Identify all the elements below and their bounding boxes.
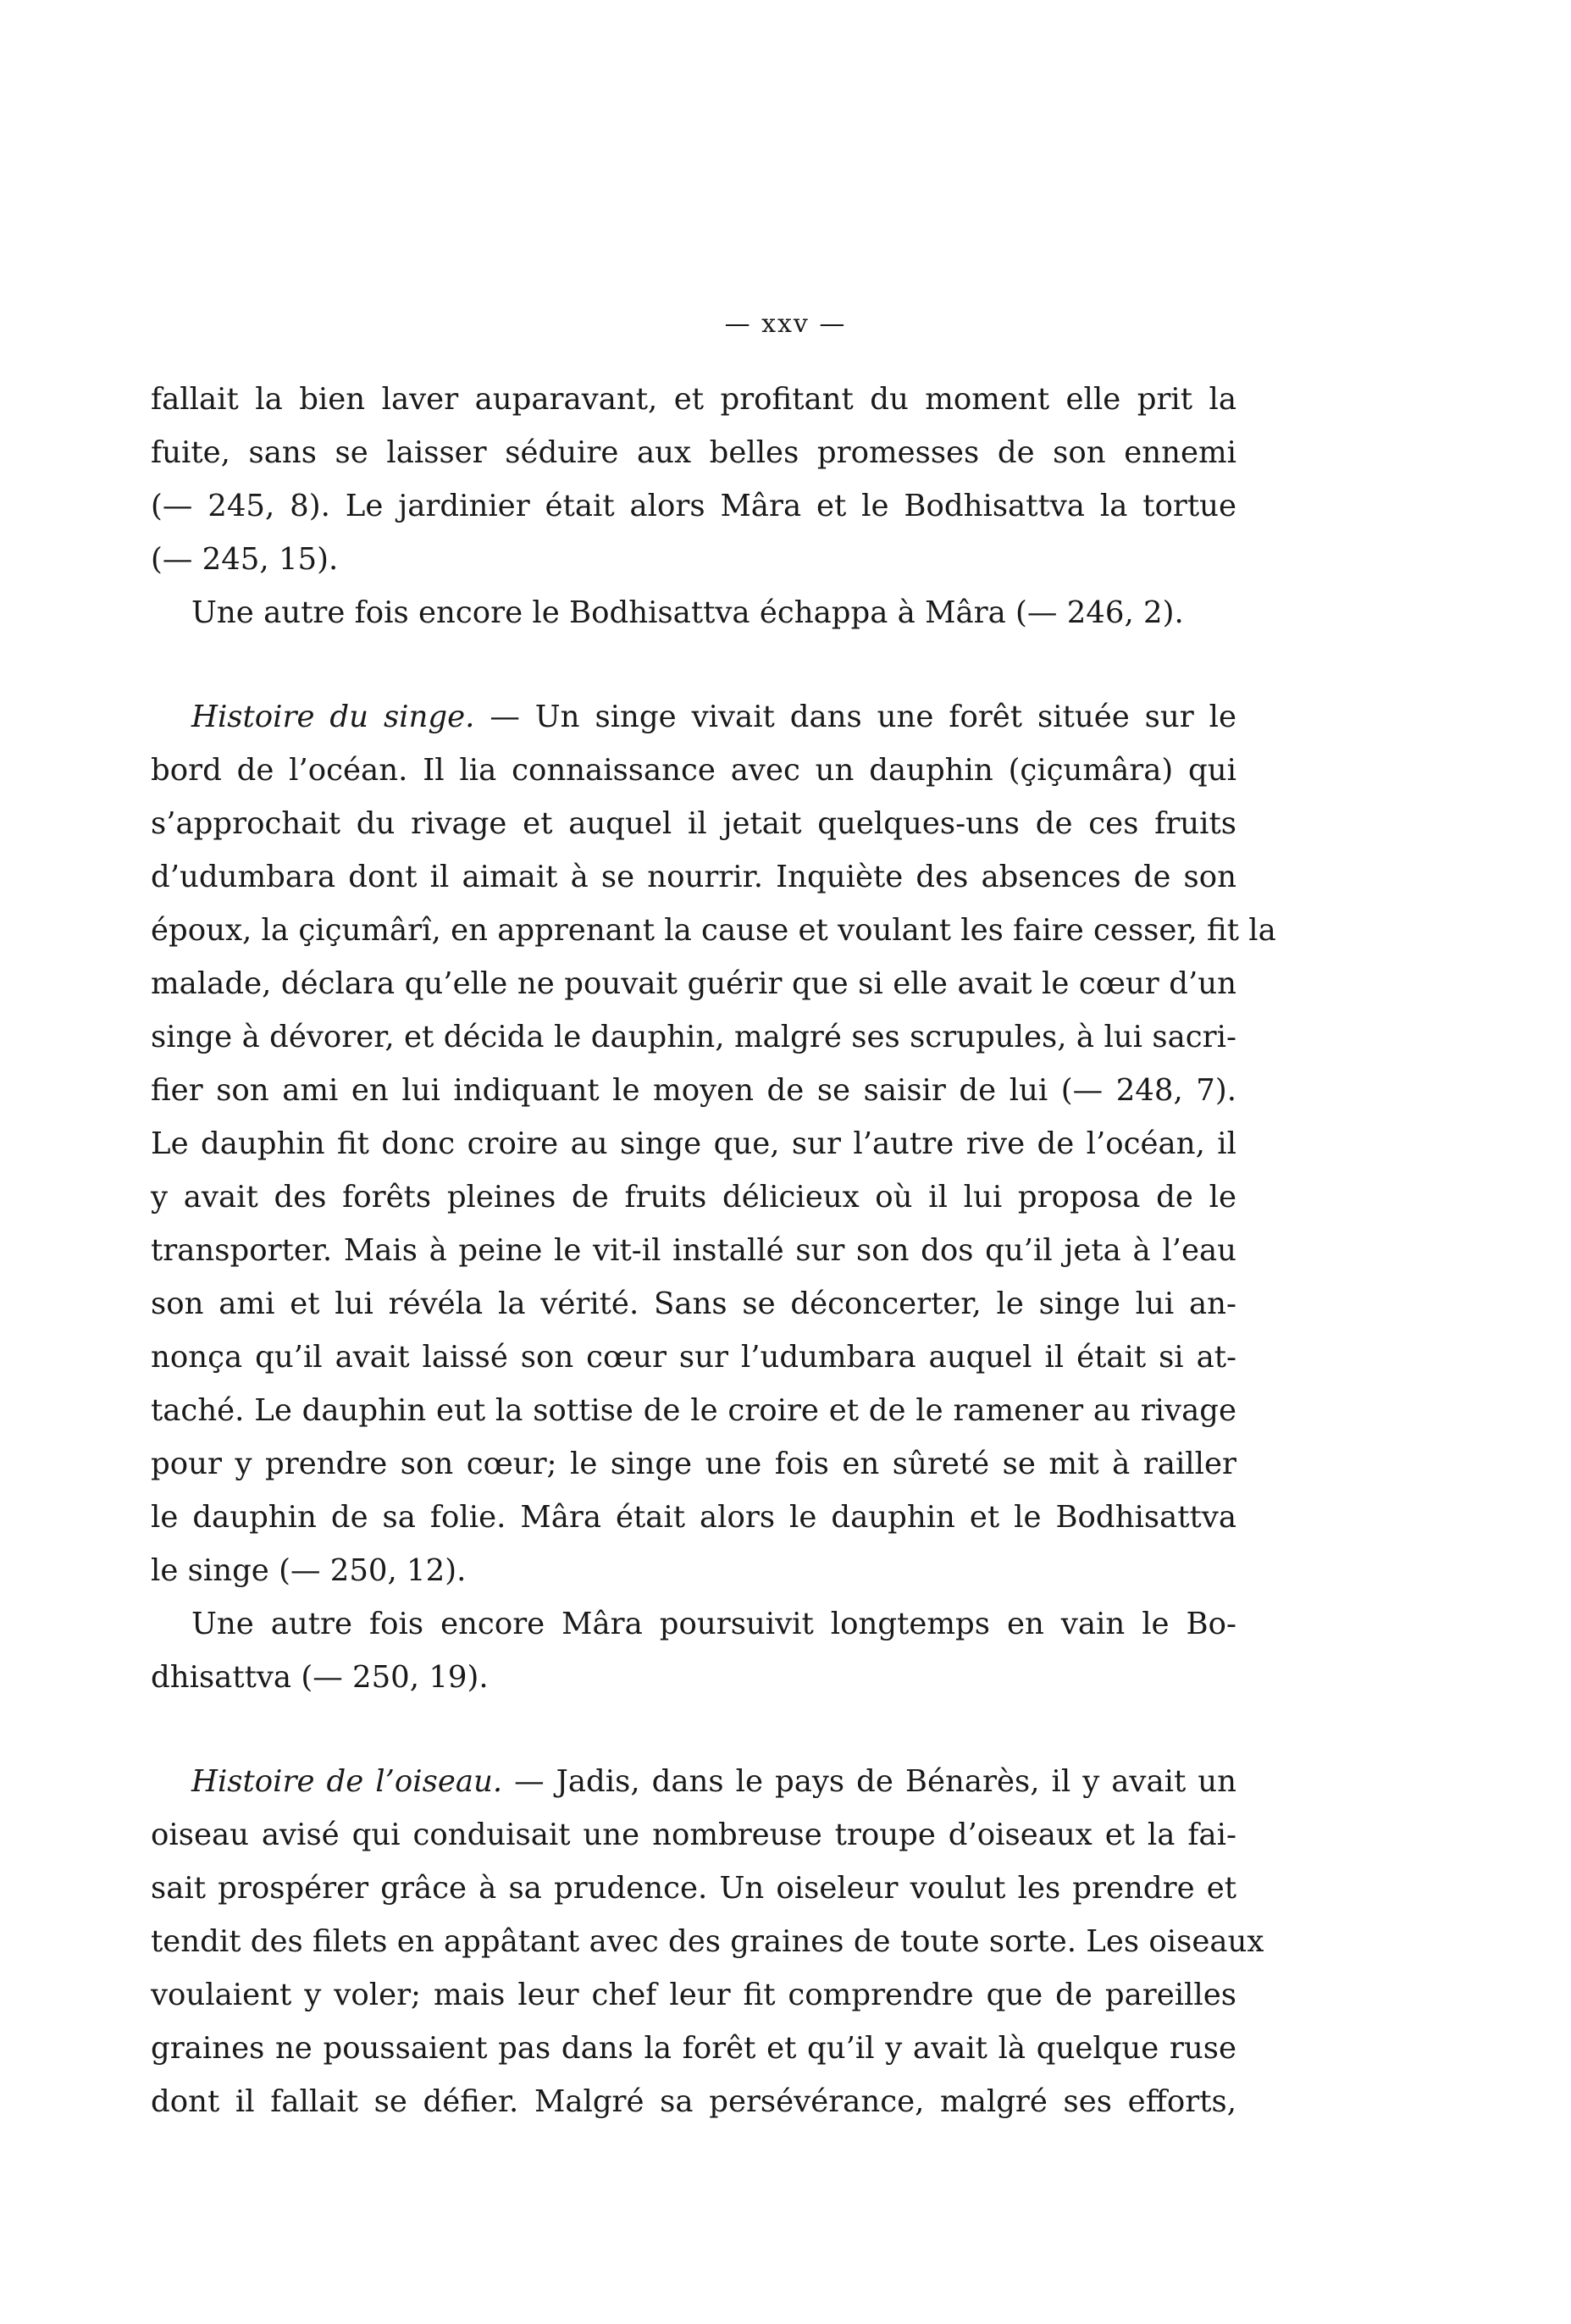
text-line: fuite, sans se laisser séduire aux belles promesses de son ennemi	[151, 435, 1236, 470]
text-line: s’approchait du rivage et auquel il jetait quelques-uns de ces fruits	[151, 806, 1236, 841]
text-line	[151, 690, 1236, 744]
text-line: fallait la bien laver auparavant, et profitant du moment elle prit la	[151, 382, 1236, 417]
section-heading: Histoire du singe.	[191, 700, 475, 734]
text-line: le singe (— 250, 12).	[151, 1553, 467, 1588]
text-line: transporter. Mais à peine le vit-il installé sur son dos qu’il jeta à l’eau	[151, 1233, 1236, 1268]
paragraph	[151, 586, 1236, 639]
text-line: singe à dévorer, et décida le dauphin, malgré ses scrupules, à lui sacri-	[151, 1020, 1236, 1054]
text-line: dont il fallait se défier. Malgré sa persévérance, malgré ses efforts,	[151, 2084, 1236, 2119]
text-line: (— 245, 15).	[151, 542, 339, 577]
text-line: pour y prendre son cœur; le singe une fois en sûreté se mit à railler	[151, 1447, 1236, 1481]
page-body	[151, 373, 1276, 2128]
text-line: dhisattva (— 250, 19).	[151, 1660, 489, 1695]
text-line	[151, 1755, 1236, 1808]
text-line-rest: — Jadis, dans le pays de Bénarès, il y avait un	[502, 1764, 1236, 1799]
paragraph	[151, 1597, 1236, 1704]
text-line: y avait des forêts pleines de fruits délicieux où il lui proposa de le	[151, 1180, 1236, 1215]
text-line: sait prospérer grâce à sa prudence. Un oiseleur voulut les prendre et	[151, 1871, 1236, 1906]
text-line: Une autre fois encore le Bodhisattva échappa à Mâra (— 246, 2).	[191, 595, 1184, 630]
text-line: tendit des filets en appâtant avec des graines de toute sorte. Les oiseaux	[151, 1924, 1264, 1959]
text-line: taché. Le dauphin eut la sottise de le croire et de le ramener au rivage	[151, 1393, 1236, 1428]
text-line: (— 245, 8). Le jardinier était alors Mâra et le Bodhisattva la tortue	[151, 489, 1236, 523]
section-histoire-du-singe	[151, 690, 1276, 1597]
text-line: bord de l’océan. Il lia connaissance avec un dauphin (çiçumâra) qui	[151, 753, 1236, 788]
text-line-rest: — Un singe vivait dans une forêt située sur le	[474, 700, 1236, 734]
section-histoire-de-l-oiseau	[151, 1755, 1264, 2128]
text-line: d’udumbara dont il aimait à se nourrir. Inquiète des absences de son	[151, 860, 1236, 894]
text-line: son ami et lui révéla la vérité. Sans se déconcerter, le singe lui an-	[151, 1286, 1236, 1321]
text-line: voulaient y voler; mais leur chef leur fit comprendre que de pareilles	[151, 1978, 1236, 2012]
text-line: époux, la çiçumârî, en apprenant la cause et voulant les faire cesser, fit la	[151, 913, 1276, 948]
text-line: nonça qu’il avait laissé son cœur sur l’udumbara auquel il était si at-	[151, 1340, 1236, 1375]
text-line: fier son ami en lui indiquant le moyen de se saisir de lui (— 248, 7).	[151, 1073, 1236, 1108]
text-line: le dauphin de sa folie. Mâra était alors le dauphin et le Bodhisattva	[151, 1500, 1236, 1535]
text-line: Le dauphin fit donc croire au singe que, sur l’autre rive de l’océan, il	[151, 1126, 1236, 1161]
section-gap	[151, 1704, 1236, 1755]
page-number: — xxv —	[724, 309, 847, 339]
text-line: malade, déclara qu’elle ne pouvait guérir que si elle avait le cœur d’un	[151, 966, 1236, 1001]
section-gap	[151, 639, 1236, 690]
text-line: oiseau avisé qui conduisait une nombreuse troupe d’oiseaux et la fai-	[151, 1818, 1236, 1852]
text-line: graines ne poussaient pas dans la forêt et qu’il y avait là quelque ruse	[151, 2031, 1236, 2066]
paragraph-continuation	[151, 373, 1236, 586]
text-line: Une autre fois encore Mâra poursuivit longtemps en vain le Bo-	[191, 1607, 1236, 1641]
section-heading: Histoire de l’oiseau.	[191, 1764, 503, 1799]
